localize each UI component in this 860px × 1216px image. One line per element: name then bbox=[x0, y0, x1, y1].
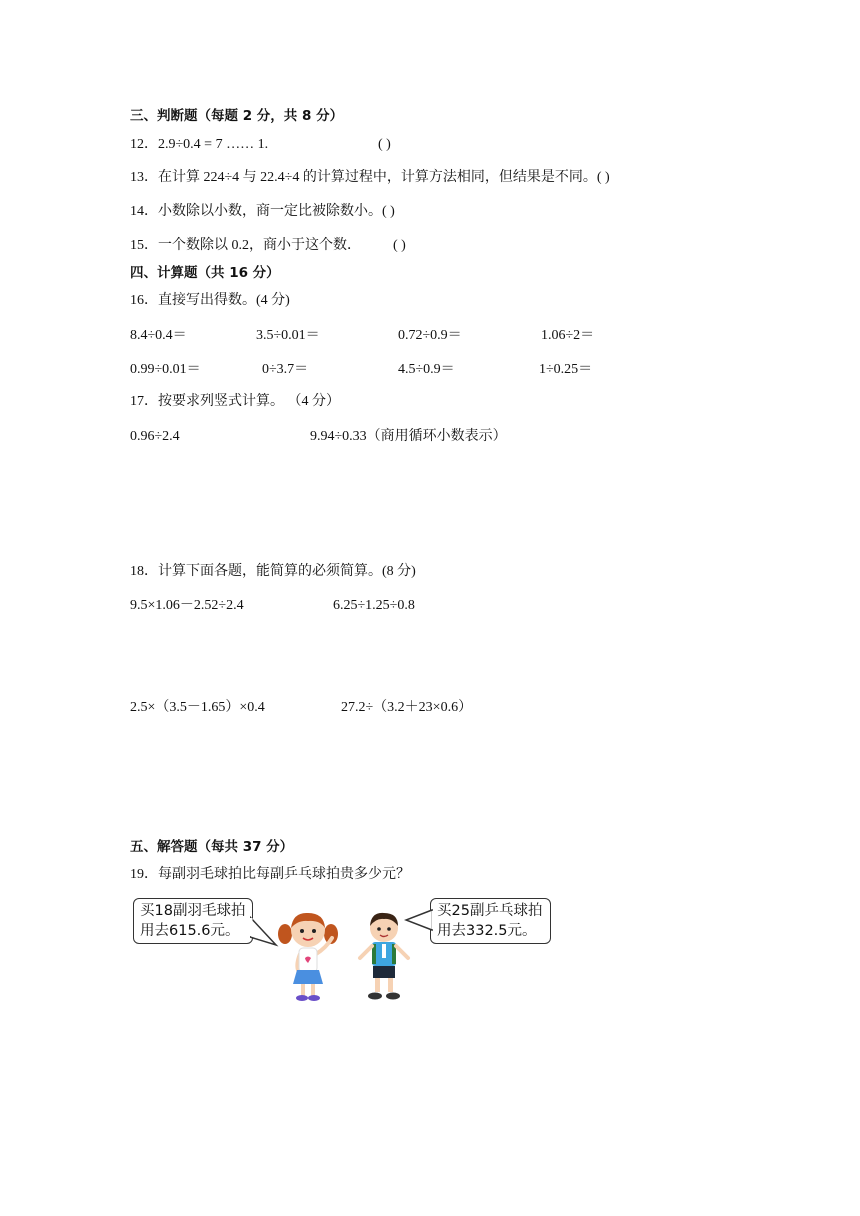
bubble-left-line-2: 用去615.6元。 bbox=[140, 923, 240, 939]
vertical-calc-item: 0.96÷2.4 bbox=[130, 429, 180, 444]
question-14: 14．小数除以小数，商一定比被除数小。( ) bbox=[130, 204, 395, 219]
calc-item: 0.72÷0.9＝ bbox=[398, 328, 462, 343]
speech-bubble-left bbox=[133, 898, 253, 944]
calc-item: 4.5÷0.9＝ bbox=[398, 362, 455, 377]
simplify-item: 9.5×1.06－2.52÷2.4 bbox=[130, 598, 244, 613]
calc-item: 1.06÷2＝ bbox=[541, 328, 595, 343]
question-19: 19．每副羽毛球拍比每副乒乓球拍贵多少元？ bbox=[130, 867, 410, 882]
boy-illustration-icon bbox=[354, 908, 414, 1004]
question-16: 16．直接写出得数。(4 分) bbox=[130, 293, 290, 308]
question-12-answer-blank[interactable]: ( ) bbox=[378, 137, 391, 152]
calc-item: 1÷0.25＝ bbox=[539, 362, 593, 377]
calc-item: 3.5÷0.01＝ bbox=[256, 328, 320, 343]
section-4-heading: 四、计算题（共 16 分） bbox=[130, 265, 280, 281]
bubble-left-line-1: 买18副羽毛球拍 bbox=[140, 903, 246, 919]
simplify-item: 6.25÷1.25÷0.8 bbox=[333, 598, 415, 613]
vertical-calc-item: 9.94÷0.33（商用循环小数表示） bbox=[310, 429, 507, 444]
question-15-answer-blank[interactable]: ( ) bbox=[393, 238, 406, 253]
question-12: 12．2.9÷0.4 = 7 …… 1. bbox=[130, 137, 269, 152]
question-13: 13．在计算 224÷4 与 22.4÷4 的计算过程中，计算方法相同，但结果是不同。( ) bbox=[130, 170, 610, 185]
question-17: 17．按要求列竖式计算。 （4 分） bbox=[130, 394, 340, 409]
calc-item: 8.4÷0.4＝ bbox=[130, 328, 187, 343]
bubble-right-line-2: 用去332.5元。 bbox=[437, 923, 537, 939]
question-15: 15．一个数除以 0.2，商小于这个数． bbox=[130, 238, 361, 253]
girl-illustration-icon bbox=[276, 908, 342, 1004]
calc-item: 0.99÷0.01＝ bbox=[130, 362, 201, 377]
simplify-item: 2.5×（3.5－1.65）×0.4 bbox=[130, 700, 265, 715]
simplify-item: 27.2÷（3.2＋23×0.6） bbox=[341, 700, 473, 715]
section-3-heading: 三、判断题（每题 2 分，共 8 分） bbox=[130, 108, 344, 124]
calc-item: 0÷3.7＝ bbox=[262, 362, 309, 377]
question-18: 18．计算下面各题，能简算的必须简算。(8 分) bbox=[130, 564, 416, 579]
bubble-right-line-1: 买25副乒乓球拍 bbox=[437, 903, 543, 919]
speech-bubble-right bbox=[430, 898, 551, 944]
section-5-heading: 五、解答题（每共 37 分） bbox=[130, 839, 294, 855]
